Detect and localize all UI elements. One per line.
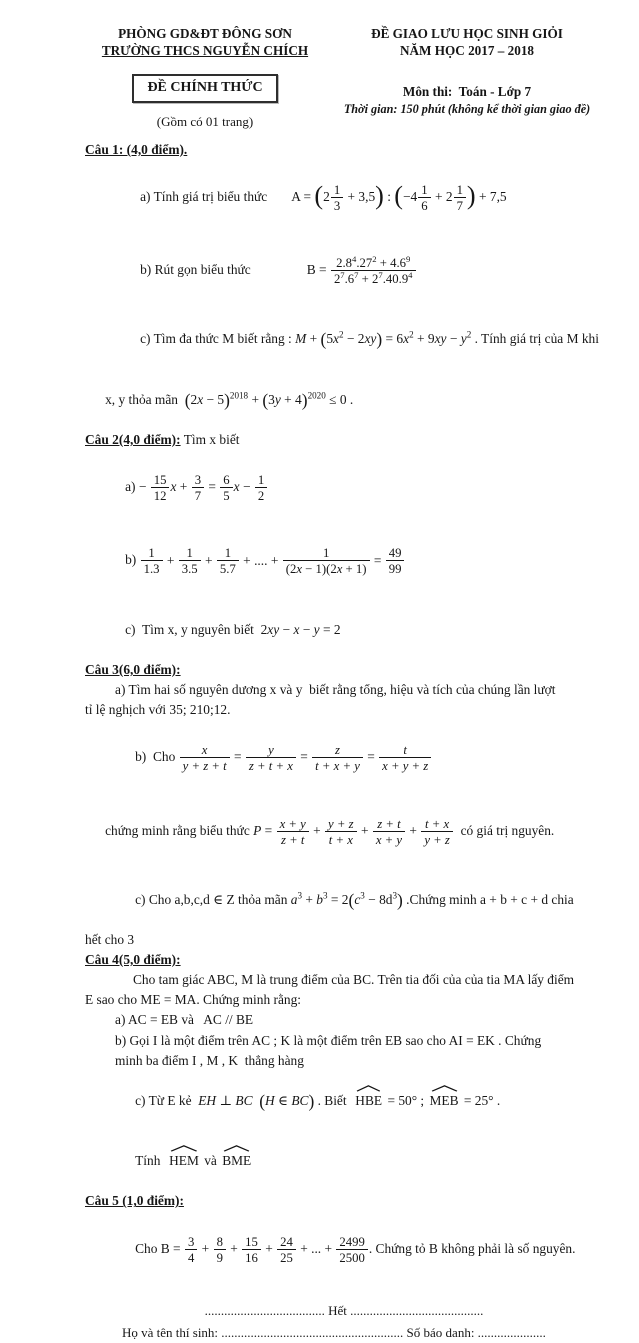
exponent: 3 — [323, 890, 328, 901]
q4-tinh-expression: HEM và BME — [167, 1153, 253, 1168]
math-variable: y — [274, 391, 281, 407]
math-variable: y + z — [328, 816, 354, 831]
q1-heading-row — [85, 140, 603, 160]
angle-hat-notation — [430, 1091, 459, 1111]
math-variable: t + x — [328, 832, 353, 847]
exponent: 2 — [338, 329, 344, 340]
math-variable: z + t — [280, 832, 305, 847]
q1-item-a-label: a) Tính giá trị biểu thức — [140, 189, 268, 205]
exponent: 7 — [354, 269, 359, 280]
angle-hat-icon — [223, 1145, 250, 1152]
math-variable: x — [333, 331, 339, 347]
math-variable: y + z — [424, 832, 450, 847]
fraction: $\frac{1}{3}$ — [331, 183, 343, 213]
fraction: $\frac{1}{6}$ — [418, 183, 430, 213]
fraction: $\frac{2499}{2500}$ — [336, 1235, 367, 1265]
fraction: $\frac{1}{5.7}$ — [217, 546, 239, 576]
math-variable: z + t — [377, 816, 401, 831]
fraction: $\frac{49}{99}$ — [386, 546, 405, 576]
angle-letters: MEB — [429, 1092, 459, 1108]
exponent: 4 — [408, 269, 413, 280]
angle-hat-notation — [222, 1151, 251, 1171]
q3-item-b — [85, 723, 603, 793]
exponent: 4 — [352, 253, 357, 264]
issuer-block — [96, 26, 314, 130]
q1-item-c-label: c) Tìm đa thức M biết rằng : — [140, 331, 296, 347]
angle-letters: HEM — [169, 1153, 199, 1169]
fraction — [421, 817, 453, 847]
q3-heading-row — [85, 660, 603, 680]
q3-item-a-line1: a) Tìm hai số nguyên dương x và y biết rằng tổng, hiệu và tích của chúng lần lượt — [115, 681, 556, 697]
q4-tinh-label: Tính — [135, 1153, 168, 1169]
paren: ( — [262, 389, 269, 410]
q3-item-c-tail: .Chứng minh a + b + c + d chia — [402, 891, 574, 907]
q2-item-c-expression: 2xy − x − y = 2 — [260, 621, 341, 637]
q2-item-a — [85, 453, 603, 523]
math-variable: x — [197, 391, 204, 407]
fraction — [379, 743, 431, 773]
q4-item-b-line1: b) Gọi I là một điểm trên AC ; K là một điểm trên EB sao cho AI = EK . Chứng — [115, 1032, 542, 1048]
math-variable: xy — [434, 331, 447, 347]
q3-item-c-expression: $a^3 + b^3 = 2(c^3 - 8d^3)$ — [290, 889, 403, 910]
q4-item-a: a) AC = EB và AC // BE — [115, 1012, 254, 1028]
math-variable: x — [233, 479, 240, 495]
math-variable: x + y + z — [382, 759, 429, 774]
math-variable: a — [290, 891, 298, 907]
q3-item-c-label: c) Cho a,b,c,d ∈ Z thỏa mãn — [135, 891, 291, 907]
fraction: $\frac{1}{(2x - 1)(2x + 1)}$ — [283, 546, 370, 576]
fraction — [373, 817, 405, 847]
q4-heading: Câu 4(5,0 điểm): — [85, 952, 181, 968]
fraction: $\frac{24}{25}$ — [277, 1235, 296, 1265]
q1-item-b-label: b) Rút gọn biểu thức — [140, 262, 251, 278]
paren: ) — [375, 181, 384, 210]
candidate-name-line: Họ và tên thí sinh: ........................................................ Số báo danh: ..................... — [122, 1325, 546, 1341]
fraction: $\frac{1}{1.3}$ — [141, 546, 163, 576]
q3-item-c-line1 — [85, 870, 603, 930]
math-variable: EH — [198, 1092, 217, 1108]
math-variable: c — [354, 891, 361, 907]
fraction: $\frac{15}{16}$ — [242, 1235, 261, 1265]
q1-item-c-expression: $M + (5x^2 - 2xy) = 6x^2 + 9xy - y^2$ — [295, 329, 472, 350]
math-variable: x + y — [279, 816, 306, 831]
angle-hat-icon — [356, 1085, 381, 1092]
q1-heading: Câu 1: (4,0 điểm). — [85, 141, 188, 157]
q3-item-b-line2 — [85, 796, 603, 866]
q1-item-c-line2 — [85, 370, 603, 430]
end-divider-line: ..................................... Hết ......................................... — [204, 1302, 484, 1318]
math-variable: x — [403, 331, 410, 347]
fraction — [325, 817, 357, 847]
angle-hat-icon — [170, 1145, 198, 1152]
q1-item-b-expression: B = $\frac{2.8^4.27^2 + 4.6^9}{2^7.6^7 + 2^7.40.9^4}$ — [307, 262, 417, 277]
fraction: $\frac{2.8^4.27^2 + 4.6^9}{2^7.6^7 + 2^7.40.9^4}$ — [331, 256, 416, 286]
math-variable: xy — [267, 621, 280, 637]
math-variable: x — [336, 562, 343, 577]
q1-item-a-expression: A = (2 $\frac{1}{3}$ + 3,5) : (−4 $\frac{1}{6}$ + 2 $\frac{1}{7}$ ) + 7,5 — [291, 181, 507, 213]
q4-item-c-label: c) Từ E kẻ — [135, 1092, 199, 1108]
math-variable: t + x — [425, 816, 450, 831]
q2-item-a-expression: − $\frac{15}{12}$ x + $\frac{3}{7}$ = $\frac{6}{5}$ x − $\frac{1}{2}$ — [139, 479, 268, 494]
exponent: 9 — [406, 253, 411, 264]
math-variable: x — [201, 743, 208, 758]
official-exam-label: ĐỀ CHÍNH THỨC — [147, 79, 263, 95]
fraction: $\frac{1}{2}$ — [255, 473, 267, 503]
math-variable: z + t + x — [248, 759, 293, 774]
math-variable: xy — [364, 331, 377, 347]
exponent: 7 — [340, 269, 345, 280]
math-variable: P — [253, 822, 262, 838]
exam-title-block — [322, 26, 612, 130]
q4-heading-row — [85, 950, 603, 970]
q2-item-b-label: b) — [125, 552, 140, 568]
pages-note: (Gồm có 01 trang) — [156, 113, 254, 129]
time-line: Thời gian: 150 phút (không kể thời gian giao đề) — [343, 101, 591, 116]
q2-item-a-label: a) — [125, 479, 139, 495]
exponent: 2 — [466, 329, 472, 340]
math-variable: z — [335, 743, 340, 758]
exponent: 3 — [297, 890, 303, 901]
exponent: 2018 — [229, 390, 249, 401]
fraction — [277, 817, 309, 847]
q2-heading-row — [85, 430, 603, 450]
q3-item-b-label: b) Cho — [135, 749, 179, 765]
q3-item-a-line2: tỉ lệ nghịch với 35; 210;12. — [85, 702, 231, 718]
fraction: $\frac{15}{12}$ — [151, 473, 170, 503]
math-variable: x + y — [375, 832, 403, 847]
exponent: 2 — [372, 253, 377, 264]
q3-heading: Câu 3(6,0 điểm): — [85, 661, 181, 677]
q2-heading: Câu 2(4,0 điểm): — [85, 431, 181, 447]
fraction: $\frac{1}{3.5}$ — [179, 546, 201, 576]
exponent: 3 — [360, 890, 365, 901]
q4-tinh-line — [85, 1131, 603, 1191]
math-variable: y — [460, 331, 467, 347]
q3-item-b2-tail: có giá trị nguyên. — [453, 822, 555, 838]
math-variable: M — [295, 331, 307, 347]
paren: ) — [301, 389, 308, 410]
q5-heading: Câu 5 (1,0 điểm): — [85, 1193, 184, 1209]
fraction: $\frac{3}{7}$ — [192, 473, 204, 503]
school-name: TRƯỜNG THCS NGUYỄN CHÍCH — [101, 42, 309, 58]
exponent: 7 — [378, 269, 383, 280]
q4-item-c-expression: EH ⊥ BC (H ∈ BC) . Biết HBE = 50° ; MEB = 25° . — [198, 1093, 500, 1108]
fraction — [180, 743, 230, 773]
paren: ) — [466, 181, 476, 210]
paren: ) — [376, 329, 383, 350]
math-variable: t + x + y — [315, 759, 360, 774]
exponent: 3 — [392, 890, 398, 901]
math-variable: x — [296, 562, 302, 577]
q1-item-c-tail: . Tính giá trị của M khi — [471, 331, 599, 347]
angle-letters: HBE — [355, 1092, 383, 1108]
q2-item-c-label: c) Tìm x, y nguyên biết — [125, 621, 261, 637]
q3-item-b-expression: $\frac{x}{y + z + t}$ = $\frac{y}{z + t + x}$ = $\frac{z}{t + x + y}$ = $\frac{t}{x + y + z}$ — [179, 749, 433, 764]
math-variable: BC — [235, 1092, 253, 1108]
q3-p-expression: P = $\frac{x + y}{z + t}$ + $\frac{y + z}{t + x}$ + $\frac{z + t}{x + y}$ + $\frac{t + x}{y + z}$ — [253, 823, 454, 838]
fraction: $\frac{6}{5}$ — [220, 473, 232, 503]
q2-item-c — [85, 600, 603, 660]
q1-item-b — [85, 236, 603, 306]
q2-item-b-expression: $\frac{1}{1.3}$ + $\frac{1}{3.5}$ + $\frac{1}{5.7}$ + .... + $\frac{1}{(2x - 1)(2x + 1)}$ = $\frac{49}{99}$ — [140, 553, 406, 568]
paren: ( — [259, 1090, 266, 1111]
exponent: 2 — [409, 329, 414, 340]
paren: ) — [308, 1090, 315, 1111]
q4-intro-line1: Cho tam giác ABC, M là trung điểm của BC. Trên tia đối của của tia MA lấy điểm — [133, 972, 575, 988]
department-name: PHÒNG GD&ĐT ĐÔNG SƠN — [118, 26, 292, 41]
math-variable: b — [316, 891, 323, 907]
math-variable: BC — [291, 1092, 309, 1108]
q1-item-c2-label: x, y thỏa mãn — [105, 391, 185, 407]
paren: ( — [314, 181, 324, 210]
math-variable: y + z + t — [182, 759, 227, 774]
subject-line: Môn thi: Toán - Lớp 7 — [402, 83, 532, 99]
exponent: 2020 — [307, 390, 326, 401]
math-variable: t — [403, 743, 407, 758]
math-variable: y — [268, 743, 274, 758]
school-year: NĂM HỌC 2017 – 2018 — [399, 42, 535, 58]
q1-item-c-line1 — [85, 309, 603, 369]
paren: ( — [348, 889, 355, 910]
fraction: $\frac{3}{4}$ — [185, 1235, 197, 1265]
q2-item-b — [85, 526, 603, 596]
math-variable: x — [170, 479, 177, 495]
math-variable: H — [265, 1092, 275, 1108]
q2-heading-rest: Tìm x biết — [180, 431, 240, 447]
q4-item-c — [85, 1071, 603, 1131]
q5-heading-row — [85, 1191, 603, 1211]
angle-hat-icon — [431, 1085, 458, 1092]
exam-body — [85, 140, 603, 1343]
q1-item-c2-expression: $(2x - 5)^{2018} + (3y + 4)^{2020} \le 0$ . — [184, 389, 354, 410]
exam-title: ĐỀ GIAO LƯU HỌC SINH GIỎI — [371, 26, 563, 41]
paren: ( — [184, 389, 191, 410]
angle-letters: BME — [222, 1153, 252, 1169]
header — [0, 0, 639, 130]
q4-intro-line2: E sao cho ME = MA. Chứng minh rằng: — [85, 992, 302, 1008]
angle-hat-notation — [355, 1091, 382, 1111]
q5-expression: Cho B = $\frac{3}{4}$ + $\frac{8}{9}$ + $\frac{15}{16}$ + $\frac{24}{25}$ + ... + $\frac{2499}{2500}$ . Chứng tỏ B không phải là số nguyên. — [135, 1234, 576, 1265]
paren: ( — [320, 329, 327, 350]
q3-item-b2-label: chứng minh rằng biểu thức — [105, 822, 254, 838]
fraction: $\frac{8}{9}$ — [214, 1235, 226, 1265]
official-exam-box — [132, 74, 277, 103]
paren: ( — [394, 181, 403, 210]
paren: ) — [224, 389, 230, 410]
math-variable: x — [293, 621, 300, 637]
fraction: $\frac{1}{7}$ — [454, 183, 466, 213]
angle-hat-notation — [169, 1151, 199, 1171]
q1-item-a — [85, 163, 603, 233]
paren: ) — [397, 889, 403, 910]
q5-body — [85, 1214, 603, 1284]
fraction — [312, 743, 363, 773]
q3-item-c-line2: hết cho 3 — [85, 931, 135, 947]
math-variable: y — [313, 621, 320, 637]
fraction — [246, 743, 296, 773]
q4-item-b-line2: minh ba điểm I , M , K thẳng hàng — [115, 1052, 304, 1068]
